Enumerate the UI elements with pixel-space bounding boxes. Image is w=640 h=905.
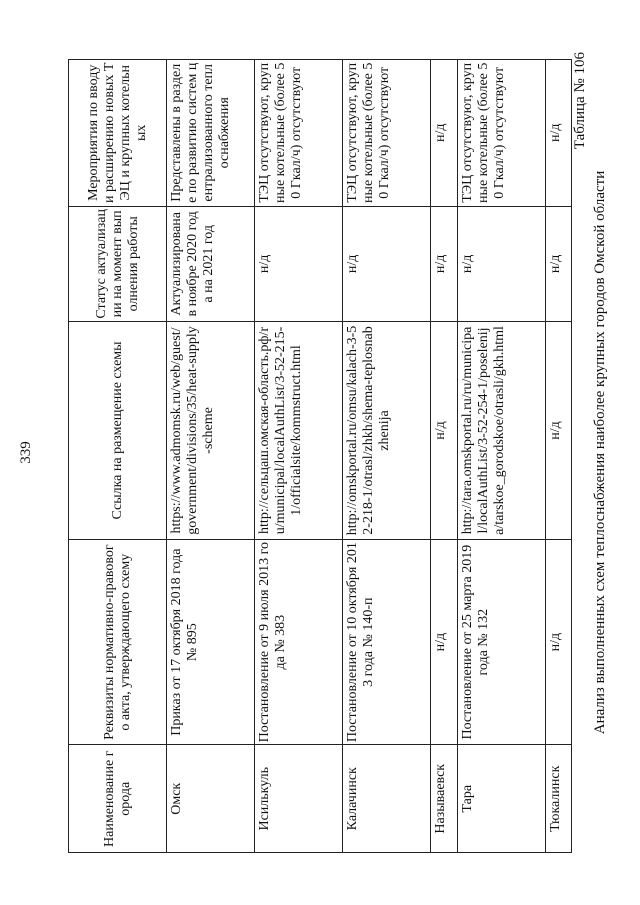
table-row bbox=[343, 60, 431, 853]
table-cell: http://tara.omskportal.ru/ru/municipal/localAuthList/3-52-254-1/poselenija/tarskoe_gorodskoe/otrasli/gkh.html bbox=[457, 322, 545, 540]
table-cell: Тюкалинск bbox=[545, 745, 571, 853]
table-cell: Называевск bbox=[431, 745, 457, 853]
table-cell: н/д bbox=[545, 60, 571, 207]
table-cell: н/д bbox=[545, 206, 571, 322]
table-cell: Представлены в разделе по развитию систем централизованного теплоснабжения bbox=[167, 60, 255, 207]
column-header: Ссылка на размещение схемы bbox=[69, 322, 167, 540]
table-cell: Постановление от 9 июля 2013 года № 383 bbox=[255, 539, 343, 745]
table-title: Анализ выполненных схем теплоснабжения наиболее крупных городов Омской области bbox=[592, 170, 608, 735]
table-cell: н/д bbox=[545, 322, 571, 540]
column-header: Наименование города bbox=[69, 745, 167, 853]
table-row bbox=[167, 60, 255, 853]
table-cell: Постановление от 25 марта 2019 года № 132 bbox=[457, 539, 545, 745]
table-cell: ТЭЦ отсутствуют, крупные котельные (более 50 Гкал/ч) отсутствуют bbox=[457, 60, 545, 207]
table-cell: Постановление от 10 октября 2013 года № 140-п bbox=[343, 539, 431, 745]
table-cell: н/д bbox=[343, 206, 431, 322]
table-cell: Калачинск bbox=[343, 745, 431, 853]
table-cell: Омск bbox=[167, 745, 255, 853]
table-cell: Актуализирована в ноябре 2020 года на 2021 год bbox=[167, 206, 255, 322]
table-row bbox=[545, 60, 571, 853]
table-cell: н/д bbox=[431, 206, 457, 322]
column-header: Реквизиты нормативно-правового акта, утверждающего схему bbox=[69, 539, 167, 745]
table-cell: Тара bbox=[457, 745, 545, 853]
table-cell: н/д bbox=[431, 60, 457, 207]
table-cell: Приказ от 17 октября 2018 года № 895 bbox=[167, 539, 255, 745]
table-cell: Исилькуль bbox=[255, 745, 343, 853]
table-row bbox=[255, 60, 343, 853]
table-cell: н/д bbox=[431, 539, 457, 745]
table-row bbox=[431, 60, 457, 853]
column-header: Статус актуализации на момент выполнения работы bbox=[69, 206, 167, 322]
table-cell: http://сельцаш.омская-область.рф/ru/municipal/localAuthList/3-52-215-1/officialsite/kommstruct.html bbox=[255, 322, 343, 540]
schemes-table bbox=[68, 59, 572, 853]
table-cell: http://omskportal.ru/omsu/kalach-3-52-218-1/otrasl/zhkh/shema-teplosnabzhenija bbox=[343, 322, 431, 540]
table-cell: ТЭЦ отсутствуют, крупные котельные (более 50 Гкал/ч) отсутствуют bbox=[343, 60, 431, 207]
table-row bbox=[457, 60, 545, 853]
table-label: Таблица № 106 bbox=[572, 52, 588, 150]
table-cell: ТЭЦ отсутствуют, крупные котельные (более 50 Гкал/ч) отсутствуют bbox=[255, 60, 343, 207]
table-cell: https://www.admomsk.ru/web/guest/government/divisions/35/heat-supply-scheme bbox=[167, 322, 255, 540]
table-cell: н/д bbox=[431, 322, 457, 540]
table-cell: н/д bbox=[255, 206, 343, 322]
column-header: Мероприятия по вводу и расширению новых ТЭЦ и крупных котельных bbox=[69, 60, 167, 207]
page-number: 339 bbox=[18, 441, 34, 464]
table-cell: н/д bbox=[545, 539, 571, 745]
table-header-row bbox=[69, 60, 167, 853]
table-cell: н/д bbox=[457, 206, 545, 322]
